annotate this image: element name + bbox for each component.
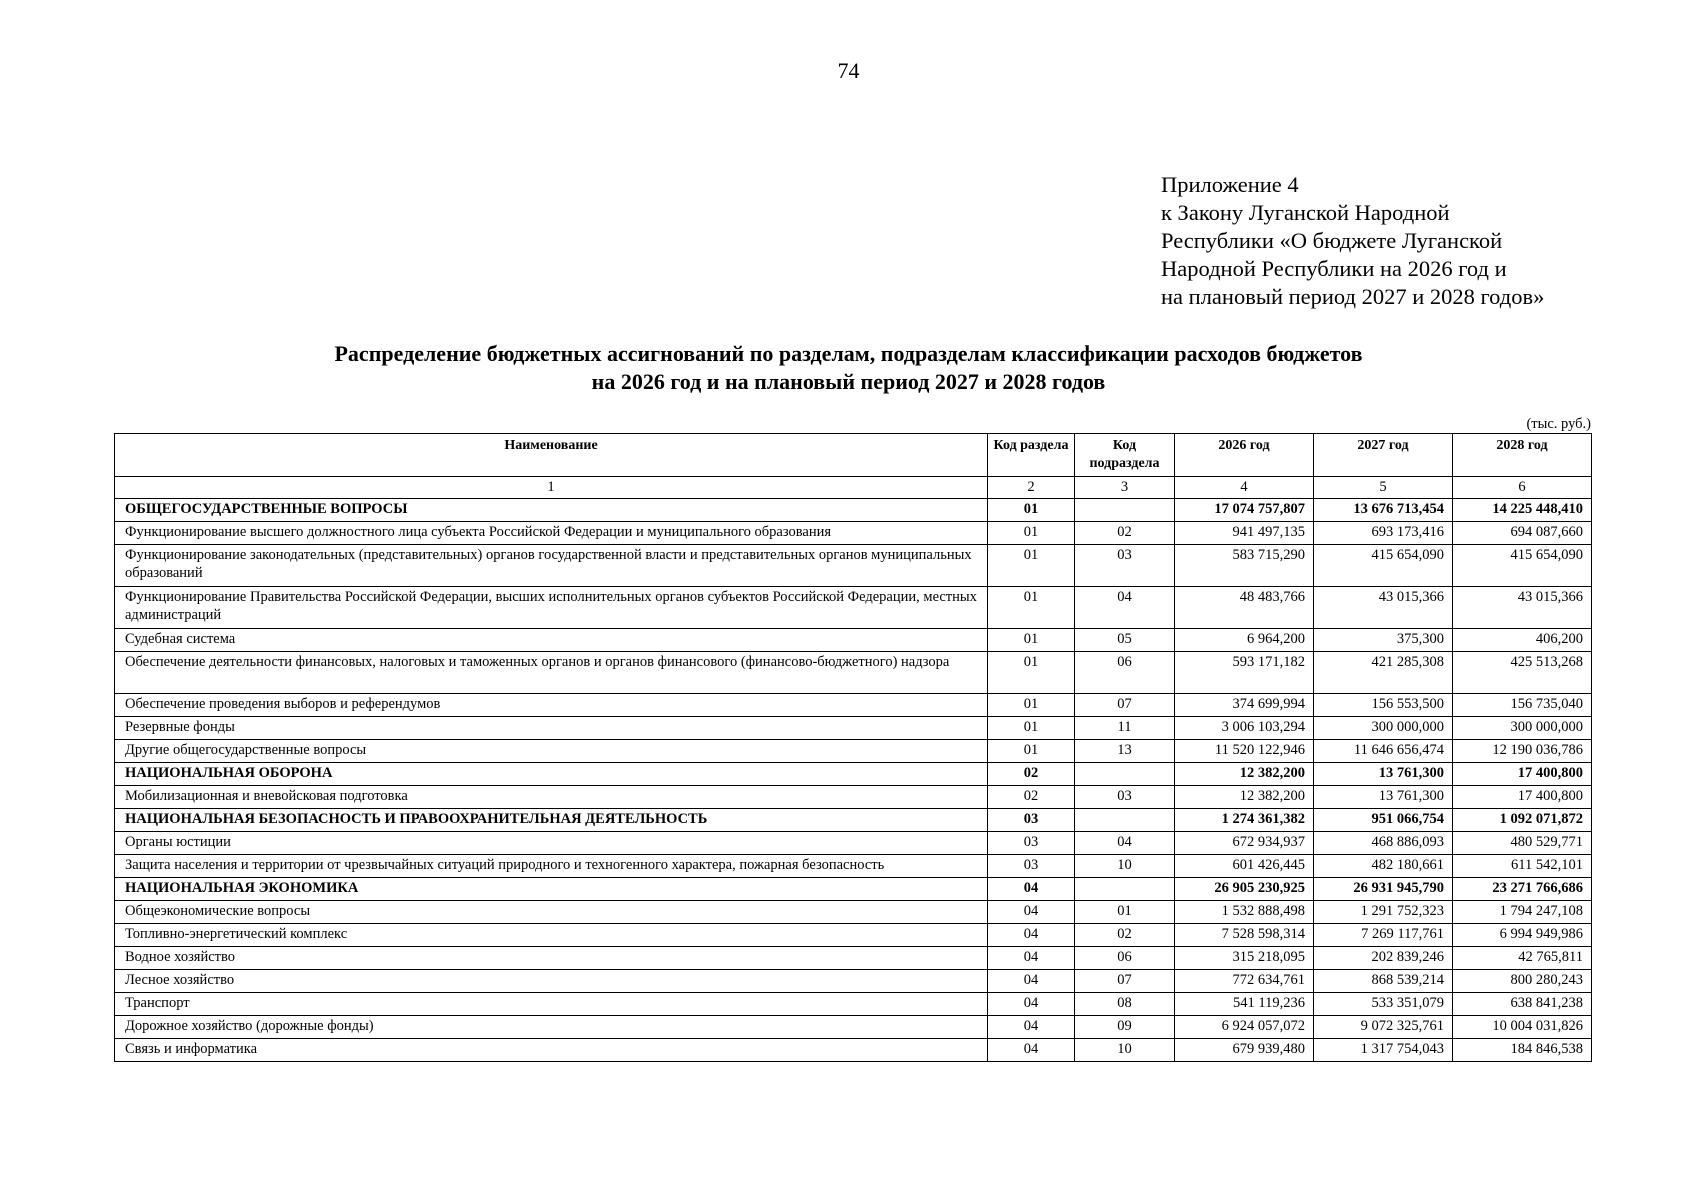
cell-name: Лесное хозяйство (115, 970, 988, 993)
cell-subsection-code: 06 (1075, 652, 1175, 694)
cell-value-2028: 425 513,268 (1453, 652, 1592, 694)
cell-section-code: 01 (988, 629, 1075, 652)
appendix-block (1161, 171, 1544, 311)
cell-value-2026: 26 905 230,925 (1175, 878, 1314, 901)
cell-subsection-code: 04 (1075, 832, 1175, 855)
cell-name: Функционирование Правительства Российской Федерации, высших исполнительных органов субъектов Российской Федерации, местных администраций (115, 587, 988, 629)
document-title (0, 340, 1697, 396)
cell-name: Обеспечение проведения выборов и референдумов (115, 694, 988, 717)
cell-value-2026: 12 382,200 (1175, 763, 1314, 786)
cell-value-2028: 611 542,101 (1453, 855, 1592, 878)
cell-subsection-code: 08 (1075, 993, 1175, 1016)
cell-value-2027: 11 646 656,474 (1314, 740, 1453, 763)
table-row (115, 629, 1592, 652)
cell-value-2027: 693 173,416 (1314, 522, 1453, 545)
cell-section-code: 03 (988, 832, 1075, 855)
cell-value-2026: 3 006 103,294 (1175, 717, 1314, 740)
table-section-row (115, 878, 1592, 901)
table-row (115, 1016, 1592, 1039)
header-name: Наименование (115, 434, 988, 477)
cell-name: Другие общегосударственные вопросы (115, 740, 988, 763)
cell-subsection-code: 13 (1075, 740, 1175, 763)
cell-value-2028: 1 092 071,872 (1453, 809, 1592, 832)
cell-value-2026: 672 934,937 (1175, 832, 1314, 855)
appendix-line: Народной Республики на 2026 год и (1161, 256, 1507, 281)
cell-section-code: 04 (988, 924, 1075, 947)
cell-value-2028: 14 225 448,410 (1453, 499, 1592, 522)
cell-value-2028: 415 654,090 (1453, 545, 1592, 587)
cell-subsection-code: 03 (1075, 786, 1175, 809)
cell-subsection-code: 07 (1075, 694, 1175, 717)
cell-subsection-code (1075, 763, 1175, 786)
header-section-code: Код раздела (988, 434, 1075, 477)
title-line: на 2026 год и на плановый период 2027 и 2028 годов (591, 369, 1106, 394)
cell-section-code: 04 (988, 878, 1075, 901)
cell-subsection-code (1075, 499, 1175, 522)
cell-value-2026: 772 634,761 (1175, 970, 1314, 993)
header-year-2028: 2028 год (1453, 434, 1592, 477)
cell-subsection-code: 07 (1075, 970, 1175, 993)
cell-value-2026: 12 382,200 (1175, 786, 1314, 809)
cell-value-2028: 184 846,538 (1453, 1039, 1592, 1062)
column-index: 5 (1314, 477, 1453, 499)
cell-value-2027: 156 553,500 (1314, 694, 1453, 717)
table-row (115, 587, 1592, 629)
cell-subsection-code: 02 (1075, 522, 1175, 545)
cell-value-2028: 480 529,771 (1453, 832, 1592, 855)
table-row (115, 832, 1592, 855)
cell-value-2026: 6 964,200 (1175, 629, 1314, 652)
cell-subsection-code: 04 (1075, 587, 1175, 629)
cell-value-2026: 374 699,994 (1175, 694, 1314, 717)
cell-value-2026: 48 483,766 (1175, 587, 1314, 629)
table-row (115, 522, 1592, 545)
cell-name: ОБЩЕГОСУДАРСТВЕННЫЕ ВОПРОСЫ (115, 499, 988, 522)
cell-value-2027: 13 761,300 (1314, 786, 1453, 809)
table-row (115, 901, 1592, 924)
cell-value-2027: 533 351,079 (1314, 993, 1453, 1016)
cell-value-2028: 17 400,800 (1453, 763, 1592, 786)
table-row (115, 1039, 1592, 1062)
cell-value-2026: 541 119,236 (1175, 993, 1314, 1016)
cell-name: Функционирование высшего должностного лица субъекта Российской Федерации и муниципального образования (115, 522, 988, 545)
cell-value-2026: 941 497,135 (1175, 522, 1314, 545)
cell-value-2028: 694 087,660 (1453, 522, 1592, 545)
cell-section-code: 03 (988, 855, 1075, 878)
cell-value-2028: 42 765,811 (1453, 947, 1592, 970)
cell-value-2027: 421 285,308 (1314, 652, 1453, 694)
table-row (115, 970, 1592, 993)
cell-value-2027: 482 180,661 (1314, 855, 1453, 878)
table-body (115, 477, 1592, 1062)
cell-value-2027: 468 886,093 (1314, 832, 1453, 855)
column-index-row (115, 477, 1592, 499)
cell-value-2027: 300 000,000 (1314, 717, 1453, 740)
cell-section-code: 04 (988, 1016, 1075, 1039)
cell-value-2027: 43 015,366 (1314, 587, 1453, 629)
cell-value-2026: 679 939,480 (1175, 1039, 1314, 1062)
cell-value-2028: 6 994 949,986 (1453, 924, 1592, 947)
cell-value-2027: 13 676 713,454 (1314, 499, 1453, 522)
cell-name: Связь и информатика (115, 1039, 988, 1062)
appendix-line: Республики «О бюджете Луганской (1161, 228, 1503, 253)
cell-value-2026: 1 274 361,382 (1175, 809, 1314, 832)
cell-value-2026: 6 924 057,072 (1175, 1016, 1314, 1039)
table-row (115, 740, 1592, 763)
appendix-line: к Закону Луганской Народной (1161, 200, 1450, 225)
cell-name: Функционирование законодательных (представительных) органов государственной власти и представительных органов муниципальных образований (115, 545, 988, 587)
table-section-row (115, 809, 1592, 832)
budget-table (114, 433, 1592, 1062)
cell-name: Дорожное хозяйство (дорожные фонды) (115, 1016, 988, 1039)
header-year-2026: 2026 год (1175, 434, 1314, 477)
cell-subsection-code (1075, 809, 1175, 832)
column-index: 1 (115, 477, 988, 499)
cell-name: Органы юстиции (115, 832, 988, 855)
table-header-row (115, 434, 1592, 477)
cell-value-2027: 1 317 754,043 (1314, 1039, 1453, 1062)
cell-section-code: 04 (988, 970, 1075, 993)
cell-name: Судебная система (115, 629, 988, 652)
table-row (115, 924, 1592, 947)
cell-name: Водное хозяйство (115, 947, 988, 970)
cell-name: Топливно-энергетический комплекс (115, 924, 988, 947)
cell-value-2026: 593 171,182 (1175, 652, 1314, 694)
cell-subsection-code: 09 (1075, 1016, 1175, 1039)
cell-value-2027: 415 654,090 (1314, 545, 1453, 587)
cell-subsection-code: 05 (1075, 629, 1175, 652)
column-index: 6 (1453, 477, 1592, 499)
cell-value-2027: 13 761,300 (1314, 763, 1453, 786)
table-row (115, 652, 1592, 694)
table-row (115, 993, 1592, 1016)
table-section-row (115, 499, 1592, 522)
cell-value-2026: 17 074 757,807 (1175, 499, 1314, 522)
cell-value-2028: 638 841,238 (1453, 993, 1592, 1016)
cell-section-code: 01 (988, 499, 1075, 522)
cell-value-2026: 1 532 888,498 (1175, 901, 1314, 924)
cell-value-2028: 300 000,000 (1453, 717, 1592, 740)
cell-value-2028: 156 735,040 (1453, 694, 1592, 717)
cell-value-2026: 315 218,095 (1175, 947, 1314, 970)
table-row (115, 947, 1592, 970)
cell-value-2027: 1 291 752,323 (1314, 901, 1453, 924)
cell-value-2028: 1 794 247,108 (1453, 901, 1592, 924)
cell-name: НАЦИОНАЛЬНАЯ ЭКОНОМИКА (115, 878, 988, 901)
cell-value-2028: 17 400,800 (1453, 786, 1592, 809)
cell-section-code: 01 (988, 522, 1075, 545)
cell-value-2027: 202 839,246 (1314, 947, 1453, 970)
cell-value-2026: 11 520 122,946 (1175, 740, 1314, 763)
cell-subsection-code (1075, 878, 1175, 901)
cell-subsection-code: 06 (1075, 947, 1175, 970)
page-number: 74 (837, 58, 860, 83)
cell-subsection-code: 10 (1075, 1039, 1175, 1062)
cell-section-code: 01 (988, 717, 1075, 740)
cell-value-2026: 601 426,445 (1175, 855, 1314, 878)
cell-section-code: 04 (988, 1039, 1075, 1062)
cell-value-2027: 951 066,754 (1314, 809, 1453, 832)
cell-section-code: 01 (988, 652, 1075, 694)
table-section-row (115, 763, 1592, 786)
cell-section-code: 04 (988, 993, 1075, 1016)
title-line: Распределение бюджетных ассигнований по разделам, подразделам классификации расходов бюджетов (334, 341, 1363, 366)
cell-value-2026: 7 528 598,314 (1175, 924, 1314, 947)
column-index: 3 (1075, 477, 1175, 499)
cell-value-2027: 26 931 945,790 (1314, 878, 1453, 901)
cell-value-2028: 23 271 766,686 (1453, 878, 1592, 901)
cell-name: НАЦИОНАЛЬНАЯ БЕЗОПАСНОСТЬ И ПРАВООХРАНИТЕЛЬНАЯ ДЕЯТЕЛЬНОСТЬ (115, 809, 988, 832)
cell-section-code: 03 (988, 809, 1075, 832)
appendix-line: на плановый период 2027 и 2028 годов» (1161, 284, 1545, 309)
cell-section-code: 01 (988, 694, 1075, 717)
cell-subsection-code: 10 (1075, 855, 1175, 878)
cell-section-code: 04 (988, 947, 1075, 970)
cell-value-2028: 43 015,366 (1453, 587, 1592, 629)
cell-name: Защита населения и территории от чрезвычайных ситуаций природного и техногенного характера, пожарная безопасность (115, 855, 988, 878)
cell-value-2027: 375,300 (1314, 629, 1453, 652)
cell-value-2027: 868 539,214 (1314, 970, 1453, 993)
cell-section-code: 01 (988, 545, 1075, 587)
column-index: 4 (1175, 477, 1314, 499)
table-row (115, 694, 1592, 717)
cell-subsection-code: 01 (1075, 901, 1175, 924)
header-subsection-code: Код подраздела (1075, 434, 1175, 477)
cell-name: Общеэкономические вопросы (115, 901, 988, 924)
cell-name: Резервные фонды (115, 717, 988, 740)
cell-subsection-code: 02 (1075, 924, 1175, 947)
cell-section-code: 01 (988, 587, 1075, 629)
units-label: (тыс. руб.) (1526, 416, 1591, 432)
cell-value-2027: 9 072 325,761 (1314, 1016, 1453, 1039)
cell-value-2027: 7 269 117,761 (1314, 924, 1453, 947)
cell-section-code: 02 (988, 786, 1075, 809)
cell-value-2028: 406,200 (1453, 629, 1592, 652)
cell-subsection-code: 11 (1075, 717, 1175, 740)
table-row (115, 855, 1592, 878)
cell-value-2026: 583 715,290 (1175, 545, 1314, 587)
appendix-line: Приложение 4 (1161, 172, 1299, 197)
cell-section-code: 04 (988, 901, 1075, 924)
column-index: 2 (988, 477, 1075, 499)
cell-value-2028: 12 190 036,786 (1453, 740, 1592, 763)
cell-value-2028: 10 004 031,826 (1453, 1016, 1592, 1039)
table-row (115, 786, 1592, 809)
cell-subsection-code: 03 (1075, 545, 1175, 587)
table-row (115, 545, 1592, 587)
header-year-2027: 2027 год (1314, 434, 1453, 477)
table-row (115, 717, 1592, 740)
cell-name: НАЦИОНАЛЬНАЯ ОБОРОНА (115, 763, 988, 786)
cell-section-code: 01 (988, 740, 1075, 763)
cell-name: Мобилизационная и вневойсковая подготовка (115, 786, 988, 809)
cell-value-2028: 800 280,243 (1453, 970, 1592, 993)
cell-section-code: 02 (988, 763, 1075, 786)
cell-name: Обеспечение деятельности финансовых, налоговых и таможенных органов и органов финансового (финансово-бюджетного) надзора (115, 652, 988, 694)
cell-name: Транспорт (115, 993, 988, 1016)
